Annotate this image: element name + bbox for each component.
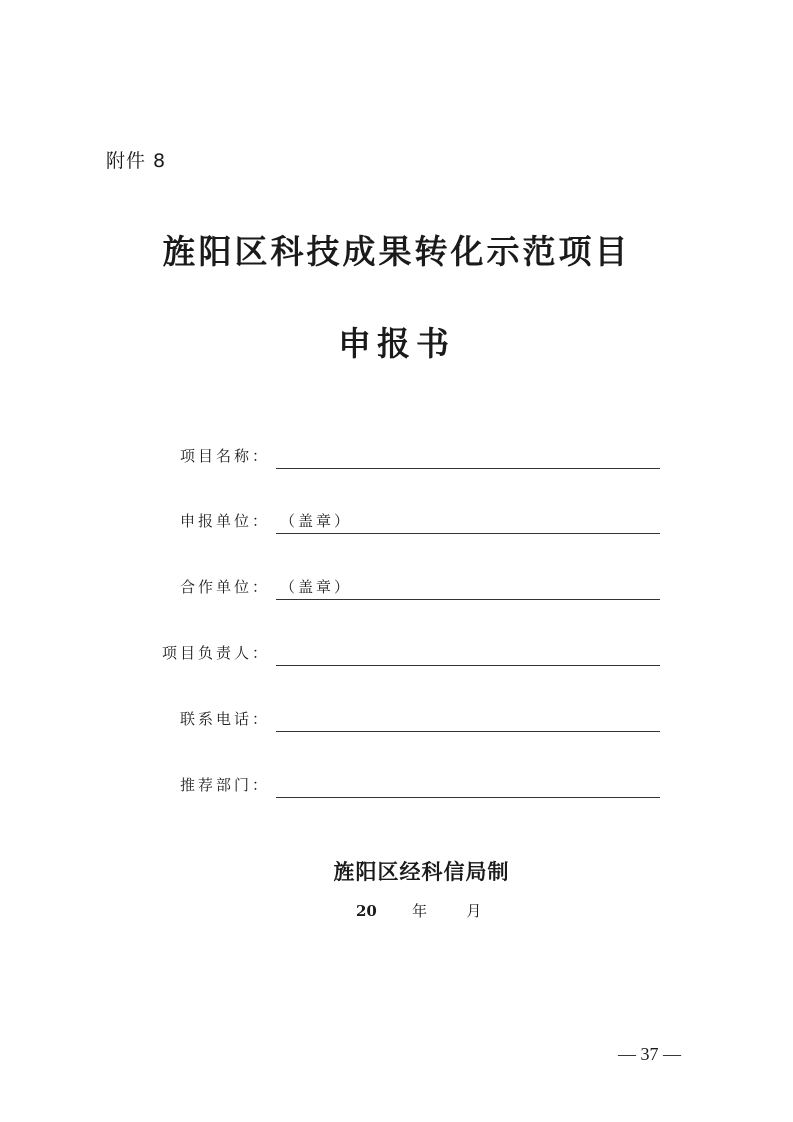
partner-unit-input-line[interactable] [276, 575, 660, 600]
document-subtitle: 申报书 [338, 324, 455, 363]
field-label: 项目负责人： [161, 644, 270, 662]
month-label: 月 [466, 902, 482, 920]
document-title: 旌阳区科技成果转化示范项目 [162, 232, 631, 271]
date-line [356, 900, 481, 921]
applicant-unit-input-line[interactable] [276, 509, 660, 534]
recommending-dept-input-line[interactable] [276, 773, 660, 798]
field-applicant-unit [0, 505, 793, 535]
seal-note: （盖章） [280, 578, 353, 596]
seal-note: （盖章） [280, 512, 353, 530]
field-label: 申报单位： [179, 512, 270, 530]
field-project-leader [0, 637, 793, 667]
issuer: 旌阳区经科信局制 [333, 860, 510, 884]
project-name-input-line[interactable] [276, 444, 660, 469]
field-recommending-dept [0, 769, 793, 799]
attachment-label: 附件 8 [106, 150, 167, 172]
field-partner-unit [0, 571, 793, 601]
field-project-name [0, 440, 793, 470]
field-label: 合作单位： [179, 578, 270, 596]
page-number: — 37 — [618, 1044, 681, 1064]
year-label: 年 [412, 902, 428, 920]
field-label: 联系电话： [179, 710, 270, 728]
contact-phone-input-line[interactable] [276, 707, 660, 732]
field-contact-phone [0, 703, 793, 733]
project-leader-input-line[interactable] [276, 641, 660, 666]
field-label: 推荐部门： [179, 776, 270, 794]
field-label: 项目名称： [179, 447, 270, 465]
year-prefix: 20 [356, 902, 377, 920]
